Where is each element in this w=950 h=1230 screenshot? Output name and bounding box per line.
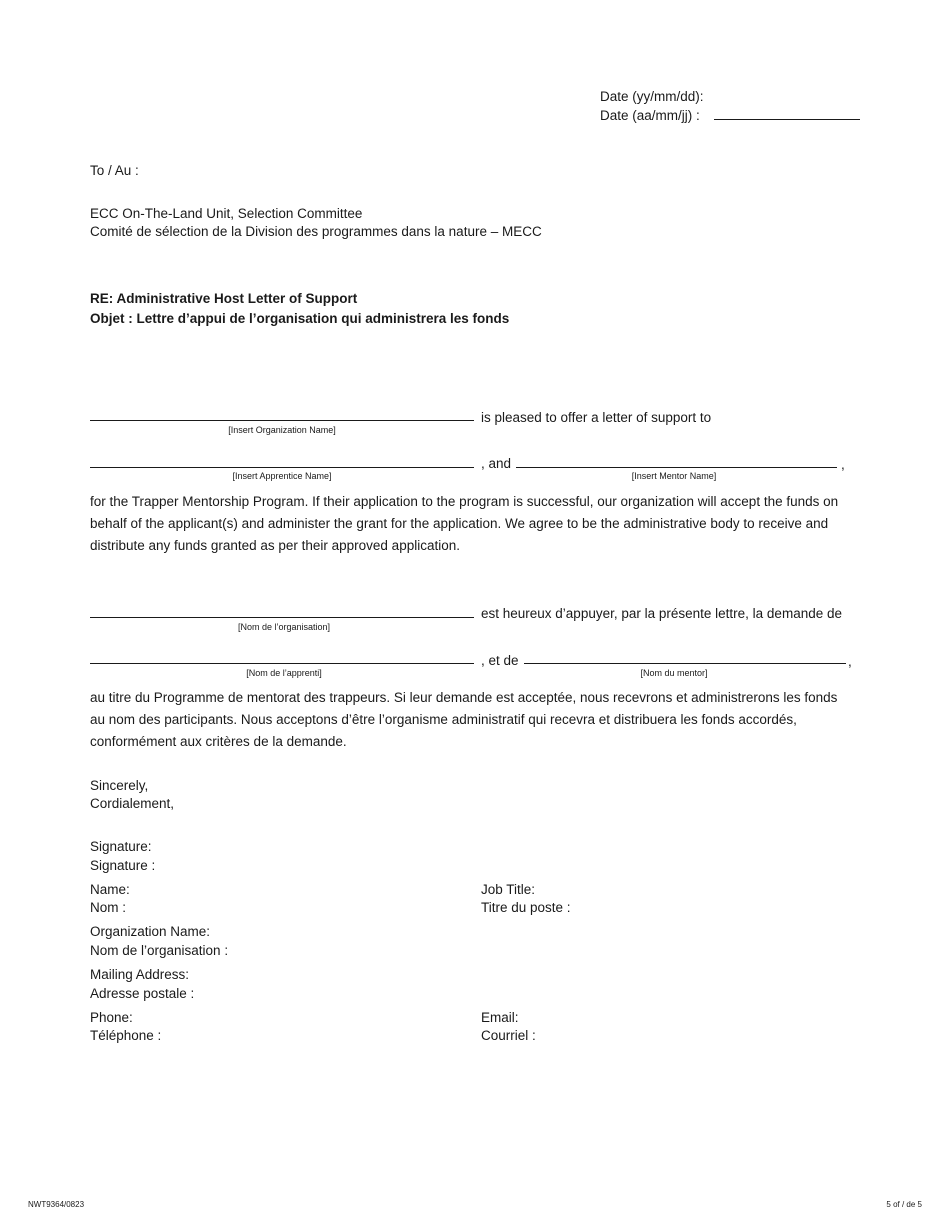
apprentice-name-line-fr[interactable] bbox=[90, 663, 474, 664]
support-text-en: is pleased to offer a letter of support to bbox=[481, 410, 712, 425]
recipient-line-2: Comité de sélection de la Division des programmes dans la nature – MECC bbox=[90, 224, 542, 239]
date-label-fr: Date (aa/mm/jj) : bbox=[600, 108, 700, 123]
mailing-label-en: Mailing Address: bbox=[90, 967, 190, 982]
org-label-en: Organization Name: bbox=[90, 924, 211, 939]
name-label-en: Name: bbox=[90, 882, 130, 897]
org-name-line-fr[interactable] bbox=[90, 617, 474, 618]
support-text-fr: est heureux d’appuyer, par la présente lettre, la demande de bbox=[481, 606, 842, 621]
apprentice-name-line-en[interactable] bbox=[90, 467, 474, 468]
closing-fr: Cordialement, bbox=[90, 796, 175, 811]
mailing-label-fr: Adresse postale : bbox=[90, 986, 195, 1001]
org-name-caption-en: [Insert Organization Name] bbox=[228, 425, 336, 435]
comma-fr: , bbox=[848, 654, 852, 669]
phone-label-en: Phone: bbox=[90, 1010, 133, 1025]
phone-label-fr: Téléphone : bbox=[90, 1028, 162, 1043]
and-text-en: , and bbox=[481, 456, 512, 471]
org-label-fr: Nom de l’organisation : bbox=[90, 943, 229, 958]
org-name-caption-fr: [Nom de l’organisation] bbox=[237, 622, 331, 632]
comma-en: , bbox=[841, 457, 845, 472]
mentor-name-line-en[interactable] bbox=[516, 467, 837, 468]
job-title-label-fr: Titre du poste : bbox=[481, 900, 571, 915]
mentor-name-caption-fr: [Nom du mentor] bbox=[640, 668, 708, 678]
page-number: 5 of / de 5 bbox=[886, 1200, 922, 1209]
signature-label-en: Signature: bbox=[90, 839, 152, 854]
form-code: NWT9364/0823 bbox=[28, 1200, 85, 1209]
recipient-line-1: ECC On-The-Land Unit, Selection Committee bbox=[90, 206, 363, 221]
mentor-name-line-fr[interactable] bbox=[524, 663, 846, 664]
date-field-line[interactable] bbox=[714, 119, 860, 120]
to-label: To / Au : bbox=[90, 163, 139, 178]
job-title-label-en: Job Title: bbox=[481, 882, 536, 897]
and-text-fr: , et de bbox=[481, 653, 519, 668]
paragraph-en: for the Trapper Mentorship Program. If their application to the program is successful, our organization will accept the funds on behalf of the applicant(s) and administer the grant for the application. We agree to be the administrative body to receive and distribute any funds granted as per their approved application. bbox=[90, 494, 839, 553]
closing-en: Sincerely, bbox=[90, 778, 149, 793]
org-name-line-en[interactable] bbox=[90, 420, 474, 421]
email-label-en: Email: bbox=[481, 1010, 519, 1025]
subject-fr: Objet : Lettre d’appui de l’organisation qui administrera les fonds bbox=[90, 311, 510, 326]
paragraph-fr: au titre du Programme de mentorat des trappeurs. Si leur demande est acceptée, nous recevrons et administrerons les fonds au nom des participants. Nous acceptons d’être l’organisme administratif qui recevra et distribuera les fonds accordés, conformément aux critères de la demande. bbox=[90, 690, 838, 749]
subject-en: RE: Administrative Host Letter of Support bbox=[90, 291, 358, 306]
name-label-fr: Nom : bbox=[90, 900, 127, 915]
apprentice-name-caption-fr: [Nom de l’apprenti] bbox=[246, 668, 322, 678]
email-label-fr: Courriel : bbox=[481, 1028, 536, 1043]
mentor-name-caption-en: [Insert Mentor Name] bbox=[631, 471, 717, 481]
date-label-en: Date (yy/mm/dd): bbox=[600, 89, 704, 104]
apprentice-name-caption-en: [Insert Apprentice Name] bbox=[232, 471, 332, 481]
signature-label-fr: Signature : bbox=[90, 858, 156, 873]
